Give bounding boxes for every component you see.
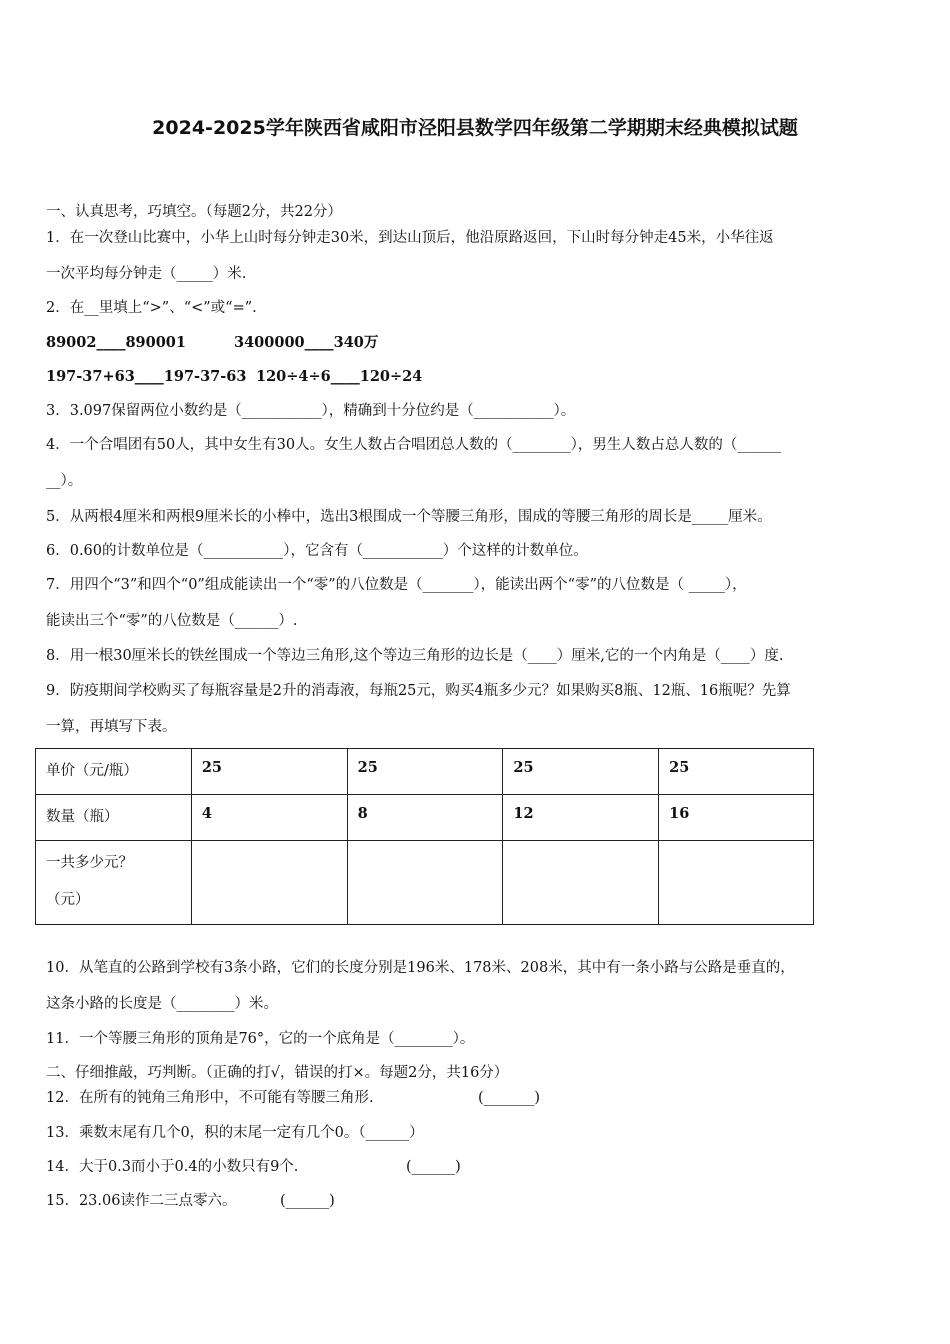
table-row xyxy=(36,749,814,795)
question-5: 5．从两根4厘米和两根9厘米长的小棒中，选出3根围成一个等腰三角形，围成的等腰三角形的周长是_____厘米。 xyxy=(46,509,772,525)
table-cell: 25 xyxy=(503,749,659,795)
question-7-line-2: 能读出三个“零”的八位数是（______）. xyxy=(46,613,298,629)
section-1-heading: 一、认真思考，巧填空。（每题2分，共22分） xyxy=(46,204,342,220)
question-13: 13．乘数末尾有几个0，积的末尾一定有几个0。（______） xyxy=(46,1125,424,1141)
question-8: 8．用一根30厘米长的铁丝围成一个等边三角形,这个等边三角形的边长是（____）厘米,它的一个内角是（____）度. xyxy=(46,648,784,664)
question-2-compare-4: 120÷4÷6____120÷24 xyxy=(256,368,423,385)
price-table xyxy=(35,748,814,925)
question-2: 2．在__里填上“>”、“<”或“=”. xyxy=(46,300,257,316)
table-cell: 12 xyxy=(503,795,659,841)
answer-cell[interactable] xyxy=(659,841,814,925)
total-label-line-2: （元） xyxy=(46,892,90,908)
table-cell: 16 xyxy=(659,795,814,841)
table-cell: 25 xyxy=(659,749,814,795)
table-row xyxy=(36,795,814,841)
question-4-line-1: 4．一个合唱团有50人，其中女生有30人。女生人数占合唱团总人数的（________），男生人数占总人数的（______ xyxy=(46,437,781,453)
question-12: 12．在所有的钝角三角形中，不可能有等腰三角形. xyxy=(46,1090,374,1106)
total-label-line-1: 一共多少元？ xyxy=(46,855,133,871)
question-7-line-1: 7．用四个“3”和四个“0”组成能读出一个“零”的八位数是（_______），能读出两个“零”的八位数是（ _____）， xyxy=(46,577,747,593)
question-3: 3．3.097保留两位小数约是（___________），精确到十分位约是（___________）。 xyxy=(46,403,576,419)
question-6: 6．0.60的计数单位是（___________），它含有（___________）个这样的计数单位。 xyxy=(46,543,588,559)
answer-cell[interactable] xyxy=(191,841,347,925)
question-4-line-2: __）。 xyxy=(46,473,83,489)
table-row-label: 单价（元/瓶） xyxy=(36,749,192,795)
section-2-heading: 二、仔细推敲，巧判断。（正确的打√，错误的打×。每题2分，共16分） xyxy=(46,1065,509,1081)
table-row-label: 数量（瓶） xyxy=(36,795,192,841)
table-row-label xyxy=(36,841,192,925)
question-14: 14．大于0.3而小于0.4的小数只有9个. xyxy=(46,1159,299,1175)
question-1-line-2: 一次平均每分钟走（_____）米. xyxy=(46,266,247,282)
question-11: 11．一个等腰三角形的顶角是76°，它的一个底角是（________）。 xyxy=(46,1031,475,1047)
question-1-line-1: 1．在一次登山比赛中，小华上山时每分钟走30米，到达山顶后，他沿原路返回，下山时每分钟走45米，小华往返 xyxy=(46,230,774,246)
question-2-compare-2: 3400000____340万 xyxy=(234,334,379,351)
question-10-line-1: 10．从笔直的公路到学校有3条小路，它们的长度分别是196米、178米、208米，其中有一条小路与公路是垂直的， xyxy=(46,960,795,976)
question-10-line-2: 这条小路的长度是（________）米。 xyxy=(46,996,278,1012)
table-cell: 25 xyxy=(191,749,347,795)
question-2-compare-1: 89002____890001 xyxy=(46,334,186,351)
question-12-answer: (_______) xyxy=(478,1090,541,1106)
table-cell: 8 xyxy=(347,795,503,841)
question-14-answer: (______) xyxy=(406,1159,461,1175)
table-cell: 4 xyxy=(191,795,347,841)
question-9-line-1: 9．防疫期间学校购买了每瓶容量是2升的消毒液，每瓶25元，购买4瓶多少元？如果购买8瓶、12瓶、16瓶呢？先算 xyxy=(46,683,791,699)
page-title: 2024-2025学年陕西省咸阳市泾阳县数学四年级第二学期期末经典模拟试题 xyxy=(152,117,798,139)
table-cell: 25 xyxy=(347,749,503,795)
question-9-line-2: 一算，再填写下表。 xyxy=(46,719,177,735)
question-2-compare-3: 197-37+63____197-37-63 xyxy=(46,368,247,385)
answer-cell[interactable] xyxy=(503,841,659,925)
question-15-answer: (______) xyxy=(280,1193,335,1209)
question-15: 15．23.06读作二三点零六。 xyxy=(46,1193,237,1209)
table-row xyxy=(36,841,814,925)
answer-cell[interactable] xyxy=(347,841,503,925)
